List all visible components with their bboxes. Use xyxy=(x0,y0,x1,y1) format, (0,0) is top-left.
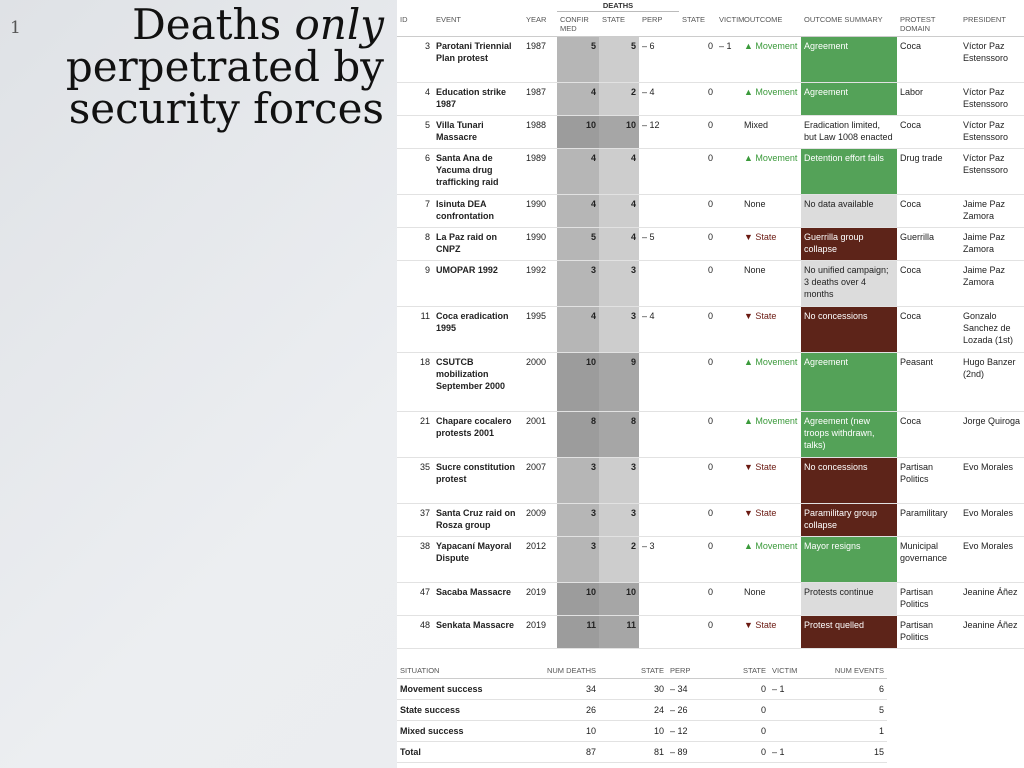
event-id: 7 xyxy=(397,195,433,228)
col-header-outcome: OUTCOME xyxy=(741,12,801,37)
event-row xyxy=(397,537,1024,583)
summary-state-victim: 0 xyxy=(727,721,769,742)
outcome-summary: Agreement xyxy=(801,37,897,83)
event-name: Coca eradication 1995 xyxy=(433,307,523,353)
event-year: 2000 xyxy=(523,353,557,412)
deaths-victim xyxy=(716,353,741,412)
deaths-confirmed: 4 xyxy=(557,149,599,195)
protest-domain: Peasant xyxy=(897,353,960,412)
deaths-state-victim: 0 xyxy=(679,504,716,537)
deaths-perp xyxy=(639,583,679,616)
summary-situation: State success xyxy=(397,700,517,721)
event-year: 1989 xyxy=(523,149,557,195)
event-year: 2007 xyxy=(523,458,557,504)
summary-row xyxy=(397,742,887,763)
deaths-state: 3 xyxy=(599,261,639,307)
deaths-confirmed: 3 xyxy=(557,504,599,537)
president: Jeanine Áñez xyxy=(960,583,1024,616)
deaths-state-victim: 0 xyxy=(679,116,716,149)
event-name: Yapacaní Mayoral Dispute xyxy=(433,537,523,583)
summary-body xyxy=(397,679,887,763)
president: Hugo Banzer (2nd) xyxy=(960,353,1024,412)
protest-domain: Coca xyxy=(897,307,960,353)
deaths-state: 10 xyxy=(599,116,639,149)
event-year: 1995 xyxy=(523,307,557,353)
event-outcome: ▼ State xyxy=(741,504,801,537)
deaths-state-victim: 0 xyxy=(679,149,716,195)
event-id: 48 xyxy=(397,616,433,649)
col-header-outcome-summary: OUTCOME SUMMARY xyxy=(801,12,897,37)
deaths-confirmed: 11 xyxy=(557,616,599,649)
deaths-perp xyxy=(639,353,679,412)
deaths-state: 3 xyxy=(599,504,639,537)
outcome-summary: No concessions xyxy=(801,307,897,353)
deaths-victim xyxy=(716,116,741,149)
deaths-perp: – 3 xyxy=(639,537,679,583)
title-line-1 xyxy=(24,0,384,49)
deaths-victim xyxy=(716,504,741,537)
deaths-confirmed: 4 xyxy=(557,307,599,353)
event-id: 18 xyxy=(397,353,433,412)
protest-domain: Coca xyxy=(897,37,960,83)
deaths-state-victim: 0 xyxy=(679,412,716,458)
summary-state: 81 xyxy=(599,742,667,763)
event-outcome: ▲ Movement xyxy=(741,353,801,412)
event-outcome: ▼ State xyxy=(741,458,801,504)
event-id: 8 xyxy=(397,228,433,261)
outcome-summary: Agreement xyxy=(801,83,897,116)
summary-num-events: 5 xyxy=(809,700,887,721)
summary-situation: Mixed success xyxy=(397,721,517,742)
col-header-id: ID xyxy=(397,12,433,37)
outcome-summary: Paramilitary group collapse xyxy=(801,504,897,537)
deaths-state: 5 xyxy=(599,37,639,83)
summary-col-state-victim: STATE xyxy=(727,663,769,679)
event-year: 1987 xyxy=(523,37,557,83)
protest-domain: Paramilitary xyxy=(897,504,960,537)
deaths-perp xyxy=(639,149,679,195)
col-header-state: STATE xyxy=(599,12,639,37)
president: Víctor Paz Estenssoro xyxy=(960,116,1024,149)
deaths-confirmed: 5 xyxy=(557,228,599,261)
deaths-perp: – 4 xyxy=(639,83,679,116)
event-row xyxy=(397,353,1024,412)
event-name: Sucre constitution protest xyxy=(433,458,523,504)
event-name: Isinuta DEA confrontation xyxy=(433,195,523,228)
event-id: 11 xyxy=(397,307,433,353)
deaths-state-victim: 0 xyxy=(679,261,716,307)
summary-num-events: 1 xyxy=(809,721,887,742)
table-panel xyxy=(397,0,1024,768)
president: Jaime Paz Zamora xyxy=(960,195,1024,228)
outcome-summary: Detention effort fails xyxy=(801,149,897,195)
summary-victim: – 1 xyxy=(769,679,809,700)
event-name: La Paz raid on CNPZ xyxy=(433,228,523,261)
summary-col-perp: PERP xyxy=(667,663,727,679)
event-year: 1992 xyxy=(523,261,557,307)
outcome-summary: Eradication limited, but Law 1008 enacted xyxy=(801,116,897,149)
deaths-victim xyxy=(716,537,741,583)
deaths-state: 4 xyxy=(599,228,639,261)
summary-state-victim: 0 xyxy=(727,679,769,700)
group-header-row xyxy=(397,0,1024,12)
deaths-confirmed: 3 xyxy=(557,458,599,504)
summary-col-state: STATE xyxy=(599,663,667,679)
event-outcome: ▼ State xyxy=(741,616,801,649)
summary-row xyxy=(397,700,887,721)
event-id: 47 xyxy=(397,583,433,616)
col-header-president: PRESIDENT xyxy=(960,12,1024,37)
outcome-summary: Protests continue xyxy=(801,583,897,616)
event-outcome: ▲ Movement xyxy=(741,83,801,116)
deaths-state: 4 xyxy=(599,149,639,195)
deaths-state-victim: 0 xyxy=(679,228,716,261)
outcome-summary: Guerrilla group collapse xyxy=(801,228,897,261)
summary-num-events: 15 xyxy=(809,742,887,763)
summary-state: 30 xyxy=(599,679,667,700)
col-header-confirmed: CONFIR MED xyxy=(557,12,599,37)
summary-col-num-events: NUM EVENTS xyxy=(809,663,887,679)
event-outcome: Mixed xyxy=(741,116,801,149)
summary-perp: – 26 xyxy=(667,700,727,721)
deaths-state-victim: 0 xyxy=(679,458,716,504)
summary-header-row xyxy=(397,663,887,679)
event-year: 1987 xyxy=(523,83,557,116)
event-row xyxy=(397,458,1024,504)
deaths-confirmed: 4 xyxy=(557,83,599,116)
event-id: 4 xyxy=(397,83,433,116)
event-row xyxy=(397,616,1024,649)
event-year: 1990 xyxy=(523,228,557,261)
event-outcome: ▲ Movement xyxy=(741,537,801,583)
event-name: Chapare cocalero protests 2001 xyxy=(433,412,523,458)
event-year: 2019 xyxy=(523,616,557,649)
president: Víctor Paz Estenssoro xyxy=(960,149,1024,195)
summary-row xyxy=(397,679,887,700)
summary-num-deaths: 26 xyxy=(517,700,599,721)
deaths-perp: – 5 xyxy=(639,228,679,261)
summary-state-victim: 0 xyxy=(727,742,769,763)
deaths-perp: – 4 xyxy=(639,307,679,353)
event-name: Santa Cruz raid on Rosza group xyxy=(433,504,523,537)
president: Jorge Quiroga xyxy=(960,412,1024,458)
col-header-event: EVENT xyxy=(433,12,523,37)
president: Evo Morales xyxy=(960,537,1024,583)
outcome-summary: No concessions xyxy=(801,458,897,504)
event-outcome: None xyxy=(741,583,801,616)
summary-perp: – 12 xyxy=(667,721,727,742)
col-header-protest-domain: PROTEST DOMAIN xyxy=(897,12,960,37)
deaths-state: 3 xyxy=(599,458,639,504)
protest-domain: Drug trade xyxy=(897,149,960,195)
deaths-victim xyxy=(716,195,741,228)
summary-victim: – 1 xyxy=(769,742,809,763)
deaths-state-victim: 0 xyxy=(679,307,716,353)
deaths-state: 4 xyxy=(599,195,639,228)
event-year: 2001 xyxy=(523,412,557,458)
event-year: 2012 xyxy=(523,537,557,583)
deaths-victim xyxy=(716,307,741,353)
event-row xyxy=(397,195,1024,228)
deaths-state: 11 xyxy=(599,616,639,649)
protest-domain: Coca xyxy=(897,261,960,307)
deaths-victim xyxy=(716,616,741,649)
col-header-perp: PERP xyxy=(639,12,679,37)
event-row xyxy=(397,261,1024,307)
deaths-state-victim: 0 xyxy=(679,353,716,412)
deaths-confirmed: 3 xyxy=(557,537,599,583)
deaths-state: 10 xyxy=(599,583,639,616)
event-row xyxy=(397,412,1024,458)
protest-domain: Municipal governance xyxy=(897,537,960,583)
deaths-victim xyxy=(716,261,741,307)
summary-victim xyxy=(769,700,809,721)
outcome-summary: Mayor resigns xyxy=(801,537,897,583)
summary-num-deaths: 10 xyxy=(517,721,599,742)
event-outcome: None xyxy=(741,195,801,228)
event-outcome: ▲ Movement xyxy=(741,412,801,458)
deaths-confirmed: 4 xyxy=(557,195,599,228)
summary-col-num-deaths: NUM DEATHS xyxy=(517,663,599,679)
event-row xyxy=(397,504,1024,537)
deaths-perp xyxy=(639,412,679,458)
deaths-confirmed: 5 xyxy=(557,37,599,83)
summary-state-victim: 0 xyxy=(727,700,769,721)
deaths-state-victim: 0 xyxy=(679,583,716,616)
president: Evo Morales xyxy=(960,504,1024,537)
deaths-victim: – 1 xyxy=(716,37,741,83)
event-name: CSUTCB mobilization September 2000 xyxy=(433,353,523,412)
president: Evo Morales xyxy=(960,458,1024,504)
event-year: 2019 xyxy=(523,583,557,616)
col-header-state-victim: STATE xyxy=(679,12,716,37)
protest-domain: Coca xyxy=(897,116,960,149)
deaths-perp xyxy=(639,458,679,504)
title-emphasis-only: only xyxy=(294,0,384,49)
event-name: Education strike 1987 xyxy=(433,83,523,116)
event-year: 1990 xyxy=(523,195,557,228)
deaths-perp: – 12 xyxy=(639,116,679,149)
summary-victim xyxy=(769,721,809,742)
deaths-group-header: DEATHS xyxy=(557,0,679,12)
event-year: 2009 xyxy=(523,504,557,537)
deaths-victim xyxy=(716,83,741,116)
event-id: 21 xyxy=(397,412,433,458)
slide-number: 1 xyxy=(10,18,21,38)
outcome-summary: Protest quelled xyxy=(801,616,897,649)
deaths-state-victim: 0 xyxy=(679,616,716,649)
summary-col-situation: SITUATION xyxy=(397,663,517,679)
outcome-summary: No data available xyxy=(801,195,897,228)
event-row xyxy=(397,83,1024,116)
deaths-state: 2 xyxy=(599,83,639,116)
summary-situation: Movement success xyxy=(397,679,517,700)
event-outcome: None xyxy=(741,261,801,307)
event-outcome: ▲ Movement xyxy=(741,149,801,195)
event-id: 6 xyxy=(397,149,433,195)
president: Jeanine Áñez xyxy=(960,616,1024,649)
deaths-perp: – 6 xyxy=(639,37,679,83)
summary-num-deaths: 87 xyxy=(517,742,599,763)
event-outcome: ▼ State xyxy=(741,307,801,353)
deaths-perp xyxy=(639,195,679,228)
summary-col-victim: VICTIM xyxy=(769,663,809,679)
event-name: UMOPAR 1992 xyxy=(433,261,523,307)
deaths-confirmed: 10 xyxy=(557,353,599,412)
summary-row xyxy=(397,721,887,742)
event-name: Senkata Massacre xyxy=(433,616,523,649)
event-row xyxy=(397,116,1024,149)
protest-domain: Partisan Politics xyxy=(897,616,960,649)
title-text-deaths: Deaths xyxy=(132,0,295,49)
deaths-state-victim: 0 xyxy=(679,37,716,83)
event-row xyxy=(397,583,1024,616)
president: Jaime Paz Zamora xyxy=(960,228,1024,261)
deaths-victim xyxy=(716,149,741,195)
deaths-victim xyxy=(716,458,741,504)
deaths-confirmed: 8 xyxy=(557,412,599,458)
protest-domain: Partisan Politics xyxy=(897,458,960,504)
deaths-state: 8 xyxy=(599,412,639,458)
summary-table xyxy=(397,663,887,763)
col-header-year: YEAR xyxy=(523,12,557,37)
outcome-summary: Agreement xyxy=(801,353,897,412)
protest-domain: Coca xyxy=(897,412,960,458)
deaths-state: 2 xyxy=(599,537,639,583)
column-header-row xyxy=(397,12,1024,37)
deaths-state: 9 xyxy=(599,353,639,412)
col-header-victim: VICTIM xyxy=(716,12,741,37)
outcome-summary: No unified campaign; 3 deaths over 4 months xyxy=(801,261,897,307)
president: Víctor Paz Estenssoro xyxy=(960,83,1024,116)
event-id: 35 xyxy=(397,458,433,504)
deaths-victim xyxy=(716,583,741,616)
event-name: Parotani Triennial Plan protest xyxy=(433,37,523,83)
event-id: 5 xyxy=(397,116,433,149)
deaths-confirmed: 10 xyxy=(557,583,599,616)
deaths-perp xyxy=(639,261,679,307)
deaths-state-victim: 0 xyxy=(679,195,716,228)
deaths-state-victim: 0 xyxy=(679,83,716,116)
deaths-confirmed: 10 xyxy=(557,116,599,149)
events-table xyxy=(397,0,1024,649)
summary-perp: – 34 xyxy=(667,679,727,700)
summary-num-events: 6 xyxy=(809,679,887,700)
president: Víctor Paz Estenssoro xyxy=(960,37,1024,83)
outcome-summary: Agreement (new troops withdrawn, talks) xyxy=(801,412,897,458)
event-outcome: ▲ Movement xyxy=(741,37,801,83)
summary-perp: – 89 xyxy=(667,742,727,763)
event-outcome: ▼ State xyxy=(741,228,801,261)
deaths-perp xyxy=(639,504,679,537)
event-row xyxy=(397,37,1024,83)
protest-domain: Guerrilla xyxy=(897,228,960,261)
deaths-state: 3 xyxy=(599,307,639,353)
protest-domain: Partisan Politics xyxy=(897,583,960,616)
title-line-3: security forces xyxy=(68,84,384,133)
event-id: 3 xyxy=(397,37,433,83)
protest-domain: Coca xyxy=(897,195,960,228)
deaths-perp xyxy=(639,616,679,649)
president: Gonzalo Sanchez de Lozada (1st) xyxy=(960,307,1024,353)
event-id: 9 xyxy=(397,261,433,307)
deaths-victim xyxy=(716,228,741,261)
deaths-state-victim: 0 xyxy=(679,537,716,583)
deaths-victim xyxy=(716,412,741,458)
title-line-2: perpetrated by xyxy=(65,42,384,91)
event-row xyxy=(397,307,1024,353)
event-name: Sacaba Massacre xyxy=(433,583,523,616)
protest-domain: Labor xyxy=(897,83,960,116)
event-name: Santa Ana de Yacuma drug trafficking raid xyxy=(433,149,523,195)
event-name: Villa Tunari Massacre xyxy=(433,116,523,149)
event-row xyxy=(397,228,1024,261)
deaths-confirmed: 3 xyxy=(557,261,599,307)
summary-state: 24 xyxy=(599,700,667,721)
summary-state: 10 xyxy=(599,721,667,742)
event-year: 1988 xyxy=(523,116,557,149)
event-id: 38 xyxy=(397,537,433,583)
summary-situation: Total xyxy=(397,742,517,763)
slide-title xyxy=(24,0,384,133)
events-body xyxy=(397,37,1024,649)
event-id: 37 xyxy=(397,504,433,537)
event-row xyxy=(397,149,1024,195)
summary-num-deaths: 34 xyxy=(517,679,599,700)
president: Jaime Paz Zamora xyxy=(960,261,1024,307)
